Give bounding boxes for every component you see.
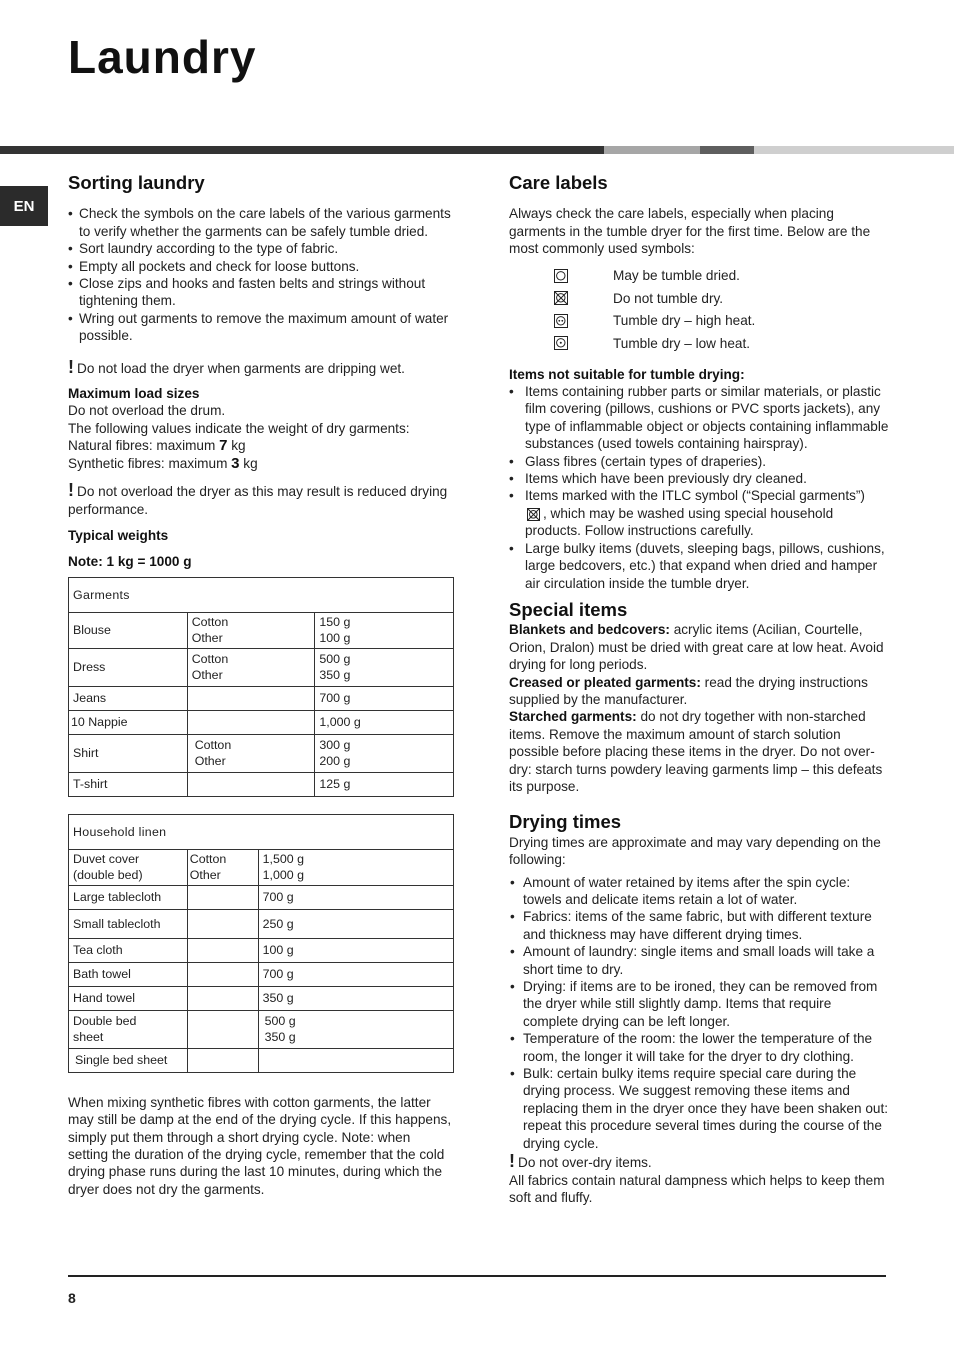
- table-row: [69, 1048, 454, 1072]
- tumble-dry-allowed-icon: [554, 269, 568, 283]
- typical-weights-heading: Typical weights: [68, 527, 169, 543]
- weight-value: 350 g: [319, 668, 351, 683]
- itlc-text-after: , which may be washed using special household products. Follow instructions carefully.: [525, 505, 834, 539]
- max-load-heading: Maximum load sizes: [68, 386, 200, 402]
- table-cell-item: Small tablecloth: [69, 909, 188, 938]
- table-header: Garments: [69, 577, 454, 612]
- special-label: Starched garments:: [509, 709, 637, 725]
- list-item: • Items containing rubber parts or similar materials, or plastic film covering (pillows, cushions or PVC sports jackets), any type of inflammable object or objects containing inflammable substances (used towels containing hairspray).: [509, 383, 889, 453]
- special-blankets: [509, 621, 889, 673]
- warning-icon: !: [68, 356, 74, 377]
- synthetic-value: 3: [231, 454, 240, 472]
- header-bar-dark2: [700, 146, 754, 154]
- header-bar-light: [754, 146, 954, 154]
- list-item: • Wring out garments to remove the maximum amount of water possible.: [68, 310, 454, 345]
- table-cell-fabric: [187, 734, 315, 772]
- fabric-label: Cotton: [191, 652, 229, 667]
- table-cell-item: Single bed sheet: [69, 1048, 188, 1072]
- household-linen-table: [68, 814, 454, 1073]
- table-cell-item: Jeans: [69, 686, 188, 710]
- list-item: • Empty all pockets and check for loose buttons.: [68, 258, 454, 275]
- fabric-label: Cotton: [189, 852, 227, 867]
- do-not-tumble-dry-icon: [527, 508, 540, 521]
- table-row: [69, 710, 454, 734]
- table-row: [69, 909, 454, 938]
- table-cell-fabric: [187, 1048, 258, 1072]
- care-symbol-row: [509, 310, 889, 333]
- list-item: [509, 487, 889, 539]
- natural-value: 7: [219, 437, 228, 455]
- synthetic-label: Synthetic fibres: maximum: [68, 455, 232, 471]
- table-cell-fabric: [187, 710, 315, 734]
- list-item: • Close zips and hooks and fasten belts and strings without tightening them.: [68, 275, 454, 310]
- special-items-heading: Special items: [509, 598, 628, 620]
- care-intro: Always check the care labels, especially when placing garments in the tumble dryer for the first time. Below are the most commonly used symbols:: [509, 206, 871, 257]
- table-row: [69, 612, 454, 648]
- natural-unit: kg: [227, 438, 246, 454]
- table-cell-fabric: [187, 612, 315, 648]
- list-item: • Amount of water retained by items after the spin cycle: towels and delicate items retain a lot of water.: [510, 874, 889, 909]
- page-title: Laundry: [68, 31, 257, 83]
- care-symbol-label: Tumble dry – low heat.: [613, 335, 751, 351]
- list-item: • Amount of laundry: single items and small loads will take a short time to dry.: [510, 943, 889, 978]
- table-row: [69, 734, 454, 772]
- table-row: [69, 986, 454, 1010]
- fabric-label: Cotton: [194, 738, 232, 753]
- fabric-label: Other: [191, 668, 223, 683]
- table-cell-fabric: [187, 885, 258, 909]
- table-cell-fabric: [187, 686, 315, 710]
- footer-rule: [68, 1275, 886, 1277]
- table-row: [69, 648, 454, 686]
- warning-icon: !: [509, 1151, 515, 1172]
- sorting-list: [68, 205, 454, 344]
- language-tab: EN: [0, 186, 48, 226]
- natural-label: Natural fibres: maximum: [68, 438, 220, 454]
- left-column: [68, 174, 454, 1198]
- table-cell-weight: 700 g: [258, 885, 453, 909]
- warning-note: [509, 1153, 889, 1171]
- table-cell-weight: [315, 612, 454, 648]
- table-row: [69, 1010, 454, 1048]
- drying-times-heading: Drying times: [509, 811, 622, 833]
- max-load-line1: Do not overload the drum.: [68, 403, 226, 419]
- weight-value: 1,500 g: [262, 852, 304, 867]
- table-header-row: [69, 814, 454, 849]
- table-cell-item: Bath towel: [69, 962, 188, 986]
- table-cell-weight: [315, 648, 454, 686]
- weight-note: Note: 1 kg = 1000 g: [68, 554, 192, 570]
- table-cell-item: [69, 849, 188, 885]
- item-label: Double bed: [73, 1014, 137, 1029]
- header-bar-mid: [604, 146, 700, 154]
- list-item: • Check the symbols on the care labels of the various garments to verify whether the garments can be safely tumble dried.: [68, 205, 454, 240]
- special-text: do not dry together with non-starched items. Remove the maximum amount of starch solution possible before placing these items in the dryer. Do not over-dry: starch turns powdery leaving garments limp – this defeats its purpose.: [509, 709, 883, 794]
- list-item: • Drying: if items are to be ironed, they can be removed from the dryer while still slightly damp. Items that require complete drying can be left longer.: [510, 978, 889, 1030]
- table-cell-weight: 700 g: [315, 686, 454, 710]
- list-item: • Bulk: certain bulky items require special care during the drying process. We suggest removing these items and replacing them in the dryer once they have been shaken out: repeat this procedure several times during the course of the drying cycle.: [510, 1065, 889, 1152]
- garments-table: [68, 577, 454, 797]
- care-symbol-row: [509, 332, 889, 355]
- natural-fibres-line: [68, 437, 454, 454]
- special-label: Creased or pleated garments:: [509, 674, 701, 690]
- list-item: • Glass fibres (certain types of draperies).: [509, 453, 889, 470]
- page-number: 8: [68, 1290, 76, 1306]
- table-row: [69, 962, 454, 986]
- table-cell-item: Large tablecloth: [69, 885, 188, 909]
- fabric-label: Other: [194, 754, 226, 769]
- care-symbol-row: [509, 265, 889, 288]
- table-cell-fabric: [187, 849, 258, 885]
- item-label: (double bed): [73, 868, 143, 883]
- warning-note: [68, 482, 454, 518]
- care-symbol-label: Tumble dry – high heat.: [613, 313, 756, 329]
- right-column: [509, 174, 889, 1206]
- unsuitable-heading: Items not suitable for tumble drying:: [509, 366, 745, 382]
- table-header-row: [69, 577, 454, 612]
- table-cell-fabric: [187, 909, 258, 938]
- weight-value: 500 g: [319, 652, 351, 667]
- fabric-label: Other: [189, 868, 221, 883]
- header-bar-dark: [0, 146, 604, 154]
- warning-text: Do not load the dryer when garments are dripping wet.: [77, 360, 405, 376]
- table-cell-item: Hand towel: [69, 986, 188, 1010]
- care-symbols-list: [509, 265, 889, 355]
- list-item: • Large bulky items (duvets, sleeping bags, pillows, cushions, large bedcovers, etc.) that expand when dried and hamper air circulation inside the tumble dryer.: [509, 540, 889, 592]
- table-cell-item: Blouse: [69, 612, 188, 648]
- weight-value: 350 g: [264, 1030, 296, 1045]
- special-starched: [509, 708, 889, 795]
- item-label: sheet: [73, 1030, 104, 1045]
- weight-value: 200 g: [319, 754, 351, 769]
- list-item: • Items which have been previously dry cleaned.: [509, 470, 889, 487]
- table-cell-weight: 350 g: [258, 986, 453, 1010]
- table-cell-item: T-shirt: [69, 772, 188, 796]
- care-symbol-row: [509, 287, 889, 310]
- synthetic-fibres-line: [68, 455, 454, 472]
- table-cell-fabric: [187, 648, 315, 686]
- table-cell-fabric: [187, 772, 315, 796]
- table-cell-fabric: [187, 938, 258, 962]
- list-item: • Temperature of the room: the lower the temperature of the room, the longer it will take for the dryer to dry clothing.: [510, 1030, 889, 1065]
- warning-text: Do not overload the dryer as this may result is reduced drying performance.: [68, 484, 448, 517]
- table-cell-fabric: [187, 962, 258, 986]
- weight-value: 300 g: [319, 738, 351, 753]
- table-row: [69, 686, 454, 710]
- special-text: read the drying instructions supplied by the manufacturer.: [509, 674, 868, 707]
- table-cell-weight: [315, 734, 454, 772]
- tumble-dry-high-heat-icon: [554, 314, 568, 328]
- table-cell-weight: 1,000 g: [315, 710, 454, 734]
- table-cell-item: Shirt: [69, 734, 188, 772]
- table-row: [69, 885, 454, 909]
- itlc-text: Items marked with the ITLC symbol (“Special garments”): [525, 488, 865, 504]
- table-header: Household linen: [69, 814, 454, 849]
- list-item: • Sort laundry according to the type of fabric.: [68, 240, 454, 257]
- table-cell-weight: [258, 1010, 453, 1048]
- table-cell-fabric: [187, 986, 258, 1010]
- do-not-tumble-dry-icon: [554, 291, 568, 305]
- weight-value: 150 g: [319, 615, 351, 630]
- warning-note: [68, 356, 454, 377]
- table-cell-item: Dress: [69, 648, 188, 686]
- special-label: Blankets and bedcovers:: [509, 622, 670, 638]
- item-label: Duvet cover: [73, 852, 140, 867]
- warning-text: Do not over-dry items.: [518, 1155, 652, 1171]
- table-row: [69, 849, 454, 885]
- drying-closing: All fabrics contain natural dampness which helps to keep them soft and fluffy.: [509, 1172, 885, 1205]
- table-row: [69, 938, 454, 962]
- unsuitable-list: [509, 383, 889, 592]
- table-cell-item: 10 Nappie: [69, 710, 188, 734]
- fabric-label: Cotton: [191, 615, 229, 630]
- table-cell-weight: 700 g: [258, 962, 453, 986]
- care-labels-heading: Care labels: [509, 172, 608, 193]
- warning-icon: !: [68, 480, 74, 501]
- table-cell-weight: [258, 1048, 453, 1072]
- drying-list: [509, 874, 889, 1153]
- weight-value: 1,000 g: [262, 868, 304, 883]
- weight-value: 100 g: [319, 631, 351, 646]
- table-cell-weight: 100 g: [258, 938, 453, 962]
- special-creased: [509, 674, 889, 709]
- tumble-dry-low-heat-icon: [554, 336, 568, 350]
- care-symbol-label: May be tumble dried.: [613, 268, 740, 284]
- synthetic-unit: kg: [239, 455, 258, 471]
- max-load-line2: The following values indicate the weight of dry garments:: [68, 420, 410, 436]
- weight-value: 500 g: [264, 1014, 296, 1029]
- table-cell-weight: [258, 849, 453, 885]
- sorting-heading: Sorting laundry: [68, 172, 205, 193]
- mixing-note: When mixing synthetic fibres with cotton garments, the latter may still be damp at the end of the drying cycle. If this happens, simply put them through a short drying cycle. Note: when setting the duration of the drying cycle, remember that the cold drying phase runs during the last 10 minutes, during which the dryer does not dry the garments.: [68, 1094, 452, 1197]
- fabric-label: Other: [191, 631, 223, 646]
- table-row: [69, 772, 454, 796]
- table-cell-item: [69, 1010, 188, 1048]
- care-symbol-label: Do not tumble dry.: [613, 290, 724, 306]
- table-cell-weight: 250 g: [258, 909, 453, 938]
- list-item: • Fabrics: items of the same fabric, but with different texture and thickness may have different drying times.: [510, 908, 889, 943]
- drying-intro: Drying times are approximate and may vary depending on the following:: [509, 834, 881, 868]
- table-cell-item: Tea cloth: [69, 938, 188, 962]
- table-cell-weight: 125 g: [315, 772, 454, 796]
- special-text: acrylic items (Acilian, Courtelle, Orion, Dralon) must be dried with great care at low heat. Avoid drying for long periods.: [509, 622, 884, 673]
- table-cell-fabric: [187, 1010, 258, 1048]
